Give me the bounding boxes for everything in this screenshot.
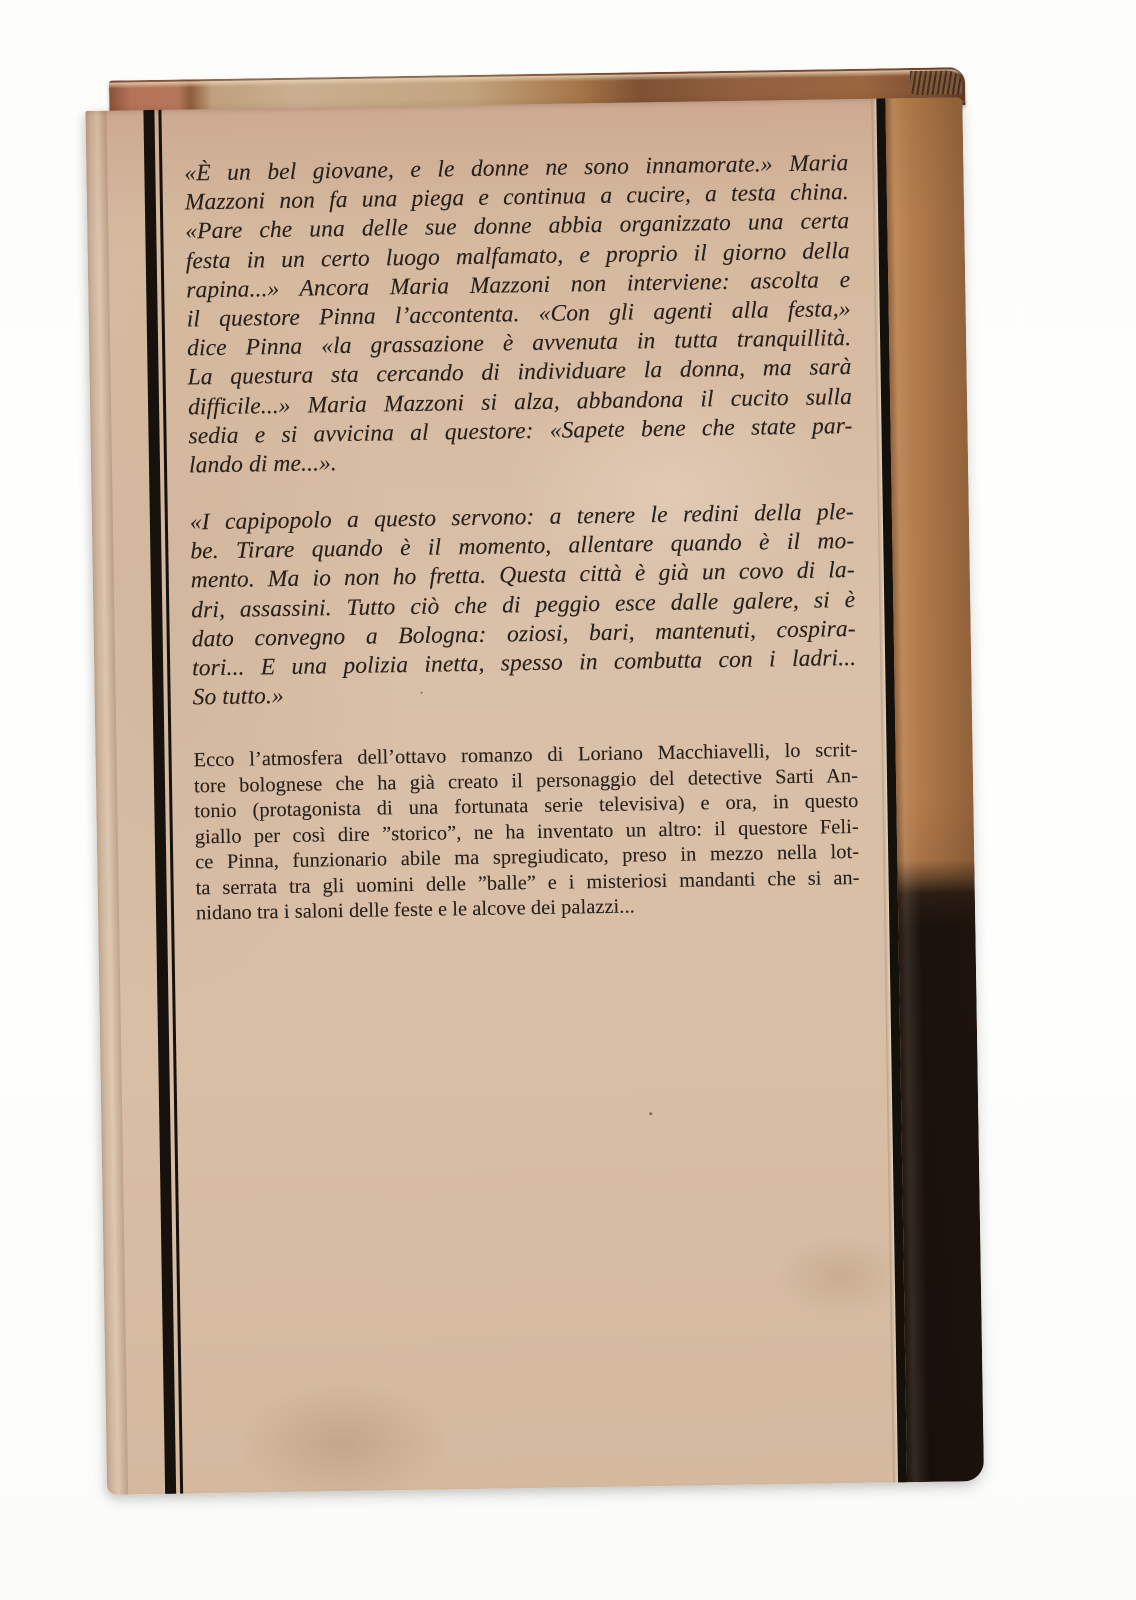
text-line: il questore Pinna l’accontenta. «Con gli agenti alla festa,»	[186, 296, 851, 333]
back-cover-text	[183, 99, 869, 1493]
text-line: lando di me...».	[188, 450, 337, 479]
text-line: tonio (protagonista di una fortunata serie televisiva) e ora, in questo	[194, 789, 859, 823]
text-line: difficile...» Maria Mazzoni si alza, abbandona il cucito sulla	[187, 383, 853, 421]
text-line: dri, assassini. Tutto ciò che di peggio esce dalle galere, si è	[191, 586, 856, 624]
text-line: nidano tra i saloni delle feste e le alcove dei palazzi...	[195, 895, 635, 925]
page-block-corner	[910, 70, 962, 95]
text-line: be. Tirare quando è il momento, allentare quando è il mo-	[190, 528, 855, 565]
quote-paragraph-1	[184, 149, 853, 481]
text-line: dato convegno a Bologna: oziosi, bari, mantenuti, cospira-	[191, 615, 856, 653]
text-line: festa in un certo luogo malfamato, e proprio il giorno della	[185, 237, 850, 275]
text-line: giallo per così dire ”storico”, ne ha inventato un altro: il questore Feli-	[194, 815, 859, 848]
text-line: ta serrata tra gli uomini delle ”balle” e i misteriosi mandanti che si an-	[195, 866, 860, 899]
text-line: tore bolognese che ha già creato il personaggio del detective Sarti An-	[193, 764, 859, 797]
cover-left-fold	[85, 111, 128, 1495]
text-line: La questura sta cercando di individuare la donna, ma sarà	[187, 354, 852, 391]
text-line: «I capipopolo a questo servono: a tenere le redini della ple-	[189, 498, 855, 536]
text-line: «È un bel giovane, e le donne ne sono innamorate.» Maria	[184, 150, 849, 187]
text-line: So tutto.»	[192, 683, 284, 711]
text-line: Mazzoni non fa una piega e continua a cucire, a testa china.	[184, 179, 849, 216]
quote-paragraph-2	[190, 498, 857, 713]
book-back-cover	[85, 67, 988, 1495]
back-cover-panel	[85, 97, 984, 1495]
text-line: Ecco l’atmosfera dell’ottavo romanzo di Loriano Macchiavelli, lo scrit-	[193, 738, 858, 772]
text-line: sedia e si avvicina al questore: «Sapete bene che state par-	[188, 412, 853, 450]
blurb-paragraph	[193, 738, 860, 927]
text-line: rapina...» Ancora Maria Mazzoni non interviene: ascolta e	[186, 266, 851, 304]
text-line: mento. Ma io non ho fretta. Questa città è già un covo di la-	[190, 557, 855, 594]
text-line: dice Pinna «la grassazione è avvenuta in tutta tranquillità.	[186, 325, 852, 362]
text-line: ce Pinna, funzionario abile ma spregiudicato, preso in mezzo nella lot-	[195, 840, 860, 874]
text-line: «Pare che una delle sue donne abbia organizzato una certa	[185, 208, 850, 245]
text-line: tori... E una polizia inetta, spesso in combutta con i ladri...	[191, 644, 857, 682]
